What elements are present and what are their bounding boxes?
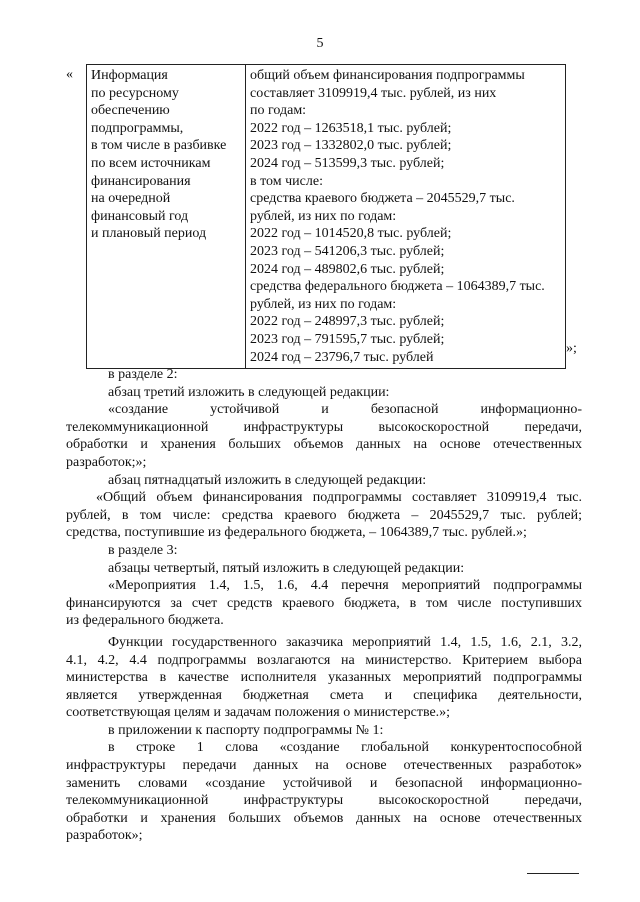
text-line: обработки и хранения больших объемов данных на основе отечественных [66, 437, 582, 453]
text-line: «создание устойчивой и безопасной информационно- [108, 402, 582, 418]
text-line: инфраструктуры передачи данных на основе отечественных разработок» [66, 758, 582, 774]
value-line: средства федерального бюджета – 1064389,7 тыс. [250, 279, 545, 295]
label-line: подпрограммы, [91, 120, 184, 136]
closing-quote: »; [566, 341, 577, 356]
value-line: 2024 год – 513599,3 тыс. рублей; [250, 155, 445, 171]
label-line: Информация [91, 68, 168, 83]
paragraph [66, 560, 582, 578]
label-line: и плановый период [91, 226, 207, 242]
text-line: телекоммуникационной инфраструктуры высокоскоростной передачи, [66, 419, 582, 435]
text-line: соответствующая целям и задачам положения о министерстве.»; [66, 705, 451, 721]
text-line: «Мероприятия 1.4, 1.5, 1.6, 4.4 перечня мероприятий подпрограммы [108, 578, 582, 594]
text-line: рублей, в том числе: средства краевого бюджета – 2045529,7 тыс. рублей; [66, 507, 582, 523]
opening-quote: « [66, 67, 73, 82]
text-line: Функции государственного заказчика мероприятий 1.4, 1.5, 1.6, 2.1, 3.2, [108, 634, 582, 650]
label-line: по ресурсному [91, 85, 179, 101]
paragraph [66, 634, 582, 722]
table-cell-label [87, 65, 246, 369]
text-line: телекоммуникационной инфраструктуры высокоскоростной передачи, [66, 793, 582, 809]
text-line: обработки и хранения больших объемов данных на основе отечественных [66, 810, 582, 826]
value-line: 2023 год – 1332802,0 тыс. рублей; [250, 138, 452, 154]
value-line: по годам: [250, 103, 307, 119]
value-line: 2024 год – 23796,7 тыс. рублей [250, 349, 434, 365]
value-line: рублей, из них по годам: [250, 208, 397, 224]
passport-table [86, 64, 566, 369]
text-line: в разделе 3: [108, 542, 178, 558]
value-line: 2022 год – 1014520,8 тыс. рублей; [250, 226, 452, 242]
value-line: 2022 год – 1263518,1 тыс. рублей; [250, 120, 452, 136]
value-line: 2023 год – 791595,7 тыс. рублей; [250, 331, 445, 347]
paragraph [66, 722, 582, 740]
text-line: средства, поступившие из федерального бюджета, – 1064389,7 тыс. рублей.»; [66, 525, 527, 541]
label-line: на очередной [91, 191, 171, 207]
page-number: 5 [316, 36, 324, 51]
text-line: разработок;»; [66, 454, 147, 470]
label-line: по всем источникам [91, 155, 211, 171]
text-line: в приложении к паспорту подпрограммы № 1: [108, 722, 384, 738]
text-line: министерства в качестве исполнителя указанных мероприятий подпрограммы [66, 670, 582, 686]
value-line: составляет 3109919,4 тыс. рублей, из них [250, 85, 497, 101]
paragraph [66, 542, 582, 560]
text-line: является утвержденная бюджетная смета и специфика деятельности, [66, 687, 582, 703]
label-line: финансовый год [91, 208, 189, 224]
text-line: 4.1, 4.2, 4.4 подпрограммы возлагаются на министерство. Критерием выбора [66, 652, 582, 668]
paragraph [66, 739, 582, 845]
paragraph [66, 472, 582, 490]
label-line: в том числе в разбивке [91, 138, 227, 154]
value-line: рублей, из них по годам: [250, 296, 397, 312]
table-cell-value [246, 65, 566, 369]
text-line: финансируются за счет средств краевого бюджета, в том числе поступивших [66, 595, 582, 611]
text-line: в строке 1 слова «создание глобальной конкурентоспособной [108, 740, 582, 756]
text-line: заменить словами «создание устойчивой и безопасной информационно- [66, 775, 582, 791]
label-line: обеспечению [91, 103, 170, 119]
text-line: абзац пятнадцатый изложить в следующей редакции: [108, 472, 427, 488]
table-row [87, 65, 566, 369]
text-line: абзац третий изложить в следующей редакции: [108, 384, 390, 400]
text-line: из федерального бюджета. [66, 613, 224, 629]
value-line: 2022 год – 248997,3 тыс. рублей; [250, 314, 445, 330]
value-line: средства краевого бюджета – 2045529,7 тыс. [250, 191, 515, 207]
paragraph [66, 577, 582, 630]
text-line: абзацы четвертый, пятый изложить в следующей редакции: [108, 560, 465, 576]
label-line: финансирования [91, 173, 191, 189]
value-line: 2023 год – 541206,3 тыс. рублей; [250, 243, 445, 259]
value-line: в том числе: [250, 173, 323, 189]
paragraph [66, 489, 582, 542]
paragraph [66, 366, 582, 384]
paragraph [66, 401, 582, 471]
value-line: 2024 год – 489802,6 тыс. рублей; [250, 261, 445, 277]
paragraph [66, 384, 582, 402]
value-line: общий объем финансирования подпрограммы [250, 68, 525, 83]
footer-rule [527, 873, 579, 874]
text-line: разработок»; [66, 828, 143, 844]
text-line: «Общий объем финансирования подпрограммы составляет 3109919,4 тыс. [96, 490, 582, 506]
amendment-text [66, 366, 582, 845]
text-line: в разделе 2: [108, 367, 178, 382]
